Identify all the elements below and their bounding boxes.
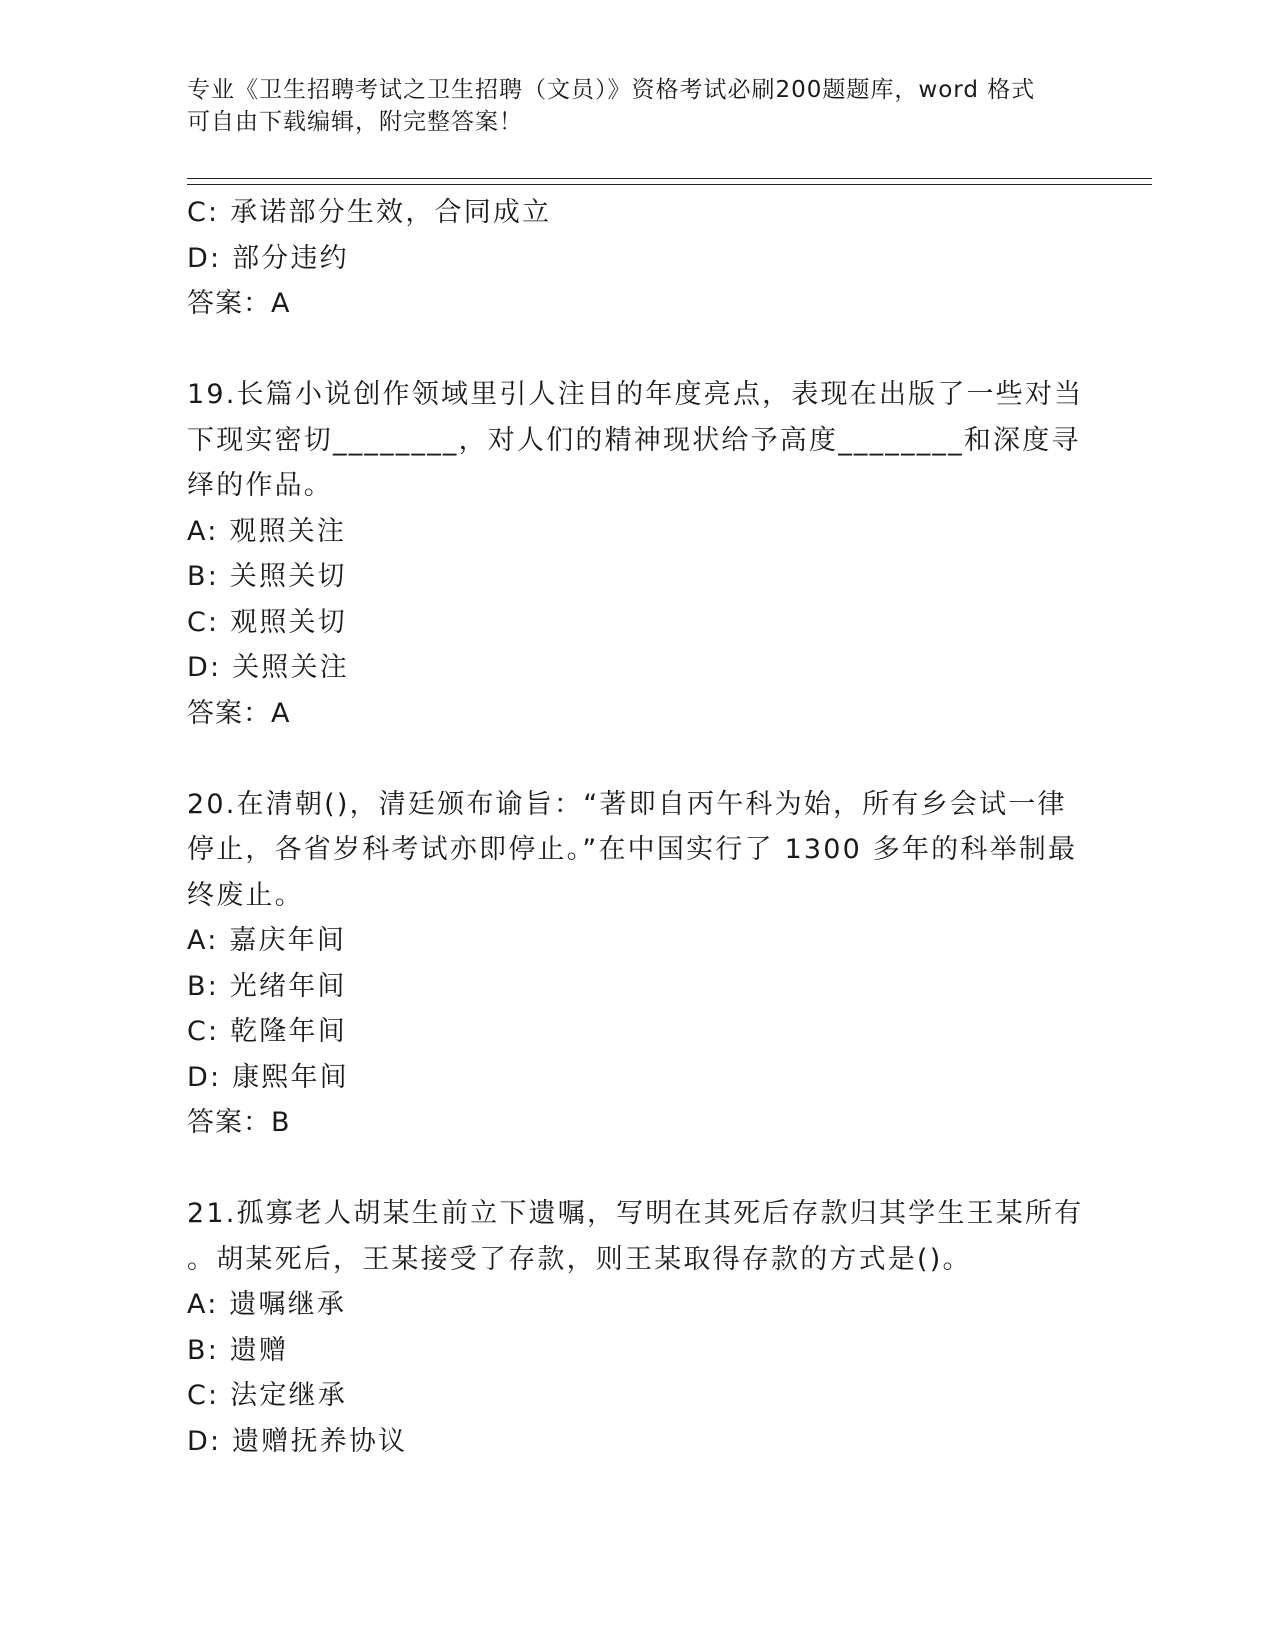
answer: 答案：B — [187, 1107, 291, 1138]
header-rule-top — [187, 178, 1152, 179]
question-text-line: 绎的作品。 — [187, 470, 333, 501]
page-header — [187, 74, 1087, 138]
option-b: B: 光绪年间 — [187, 970, 347, 1002]
question-text-line: 19.长篇小说创作领域里引人注目的年度亮点，表现在出版了一些对当 — [187, 379, 1084, 410]
header-rule-bottom — [187, 184, 1152, 185]
header-line-1: 专业《卫生招聘考试之卫生招聘（文员）》资格考试必刷200题题库，word 格式 — [187, 77, 1036, 103]
option-b: B: 关照关切 — [187, 561, 347, 592]
question-text-line: 。胡某死后，王某接受了存款，则王某取得存款的方式是()。 — [187, 1243, 972, 1275]
option-d: D: 康熙年间 — [187, 1061, 349, 1093]
question-21 — [187, 1191, 1087, 1464]
header-line-2: 可自由下载编辑，附完整答案！ — [187, 109, 523, 135]
option-a: A: 观照关注 — [187, 515, 347, 547]
question-text-line: 20.在清朝()，清廷颁布谕旨：“著即自丙午科为始，所有乡会试一律 — [187, 788, 1067, 820]
answer: 答案：A — [187, 288, 291, 319]
option-a: A: 遗嘱继承 — [187, 1289, 347, 1320]
question-list — [187, 190, 1087, 1464]
option-c: C: 承诺部分生效，合同成立 — [187, 197, 552, 228]
option-a: A: 嘉庆年间 — [187, 925, 347, 956]
question-text-line: 下现实密切________，对人们的精神现状给予高度________和深度寻 — [187, 424, 1081, 456]
question-text-line: 停止，各省岁科考试亦即停止。”在中国实行了 1300 多年的科举制最 — [187, 834, 1078, 865]
question-text-line: 终废止。 — [187, 879, 304, 911]
option-d: D: 关照关注 — [187, 652, 349, 683]
answer: 答案：A — [187, 697, 291, 729]
option-b: B: 遗赠 — [187, 1334, 289, 1366]
question-19 — [187, 372, 1087, 736]
option-c: C: 法定继承 — [187, 1380, 347, 1411]
question-text-line: 21.孤寡老人胡某生前立下遗嘱，写明在其死后存款归其学生王某所有 — [187, 1198, 1084, 1229]
option-c: C: 乾隆年间 — [187, 1016, 347, 1047]
question-18-continuation — [187, 190, 1087, 327]
question-20 — [187, 782, 1087, 1146]
option-c: C: 观照关切 — [187, 606, 347, 638]
option-d: D: 部分违约 — [187, 242, 349, 274]
option-d: D: 遗赠抚养协议 — [187, 1425, 408, 1457]
